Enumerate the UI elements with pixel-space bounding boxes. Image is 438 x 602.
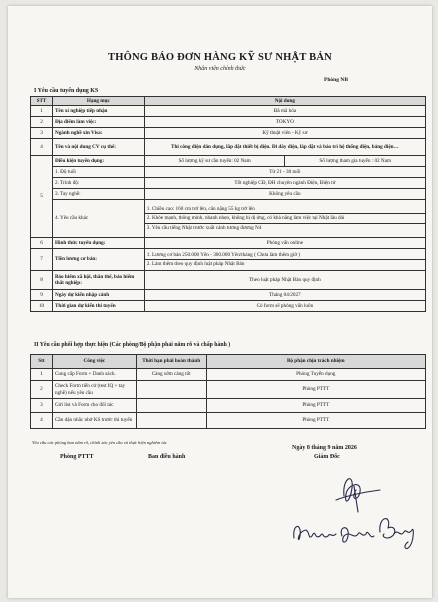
requirements-table: STT Hạng mục Nội dung 1 Tên xí nghiệp tiếp nhận Đã mã hóa 2 Địa điểm làm việc: TOKYO 3 Ngành nghề xin Visa: Kỹ thuật viên - Kỹ sư 4 Tên và nội dung CV cụ thể: Thi công điện dân dụng, lắp đặt thiết bị điện. Đi dây điện, lắp đặt và bảo trì hệ thống điện, bảng điện… 5 Điều kiện tuyển dụng: Số lượng kỹ sư cần tuyển: 02 Nam Số lượng tham gia tuyển : 02 Nam 1. Độ tuổi Từ 21 - 30 tuổi 2. Trình độ: Tốt nghiệp CĐ, ĐH chuyên ngành Điện, Điện tử 3. Tay nghề: Không yêu cầu 4. Yêu cầu khác 1. Chiều cao: 160 cm trở lên, cân nặng 55 kg trở lên 2. Khỏe mạnh, thông minh, nhanh nhẹn, không bị dị ứng, có khả năng làm việc tại Nhật lâu dài 3. Yêu cầu tiếng Nhật trước xuất cảnh tương đương N4 6 Hình thức tuyển dụng: Phỏng vấn online 7 Tiền lương cơ bản: 1. Lương cơ bản 250.000 Yên - 300.000 Yên/tháng ( Chưa làm thêm giờ ) 2. Làm thêm theo quy định luật pháp Nhật Bản 8 Bảo hiểm xã hội, thân thể, bảo hiểm thất nghiệp: Theo luật pháp Nhật Bản quy định 9 Ngày dự kiến nhập cảnh Tháng 04/2027 10 Thời gian dự kiến thi tuyển Có form sẽ phỏng vấn luôn bbox=[30, 96, 426, 312]
signature-label-board: Ban điều hành bbox=[148, 454, 186, 460]
section-2-heading: II Yêu cầu phối hợp thực hiện (Các phòng/Bộ phận phải nắm rõ và chấp hành ) bbox=[34, 342, 231, 348]
coordination-table bbox=[30, 354, 426, 429]
header-stt: STT bbox=[31, 97, 53, 106]
signature-label-director: Giám Đốc bbox=[314, 454, 340, 460]
table-row: 8 Bảo hiểm xã hội, thân thể, bảo hiểm thất nghiệp: Theo luật pháp Nhật Bản quy định bbox=[31, 271, 426, 290]
table-row: 9 Ngày dự kiến nhập cảnh Tháng 04/2027 bbox=[31, 290, 426, 301]
header-task: Công việc bbox=[52, 355, 136, 369]
footer-note: Yêu cầu các phòng ban nắm rõ, chỉnh xác yêu cầu và thực hiện nghiêm túc bbox=[32, 440, 167, 445]
table-row: 4 Cần dặn nhắc nhở KS trước thi tuyển Phòng PTTT bbox=[31, 413, 426, 429]
document-page bbox=[8, 6, 432, 598]
table-row: 5 Điều kiện tuyển dụng: Số lượng kỹ sư cần tuyển: 02 Nam Số lượng tham gia tuyển : 02 Nam bbox=[31, 156, 426, 167]
document-date: Ngày 8 tháng 9 năm 2026 bbox=[292, 445, 357, 451]
table-row: 3 Ngành nghề xin Visa: Kỹ thuật viên - Kỹ sư bbox=[31, 128, 426, 139]
header-stt: Stt bbox=[31, 355, 53, 369]
table-row: 1 Tên xí nghiệp tiếp nhận Đã mã hóa bbox=[31, 106, 426, 117]
table-row: 4 Tên và nội dung CV cụ thể: Thi công điện dân dụng, lắp đặt thiết bị điện. Đi dây điện, lắp đặt và bảo trì hệ thống điện, bảng điện… bbox=[31, 139, 426, 156]
header-item: Hạng mục bbox=[52, 97, 144, 106]
table-row: 2 Địa điểm làm việc: TOKYO bbox=[31, 117, 426, 128]
document-subtitle: Nhân viên chính thức bbox=[194, 66, 246, 72]
signature-label-pttt: Phòng PTTT bbox=[60, 454, 94, 460]
table-row: 2 Check Form tiến cử (test IQ + tay nghề) nếu yêu cầu Phòng PTTT bbox=[31, 381, 426, 399]
table-row: 6 Hình thức tuyển dụng: Phỏng vấn online bbox=[31, 238, 426, 249]
header-dept: Bộ phận chịu trách nhiệm bbox=[206, 355, 425, 369]
handwritten-signature bbox=[284, 466, 424, 566]
header-content: Nội dung bbox=[144, 97, 425, 106]
section-1-heading: I Yêu cầu tuyển dụng KS bbox=[34, 88, 99, 94]
table-row: 7 Tiền lương cơ bản: 1. Lương cơ bản 250.000 Yên - 300.000 Yên/tháng ( Chưa làm thêm giờ ) 2. Làm thêm theo quy định luật pháp Nhật Bản bbox=[31, 249, 426, 271]
header-deadline: Thời hạn phải hoàn thành bbox=[136, 355, 206, 369]
department-label: Phòng NB bbox=[324, 77, 348, 83]
table-row: 3 Gửi list và Form cho đối tác Phòng PTTT bbox=[31, 399, 426, 413]
table-row: 1 Cung cấp Form + Danh sách. Càng sớm càng tốt Phòng Tuyển dụng bbox=[31, 369, 426, 381]
table-row: 10 Thời gian dự kiến thi tuyển Có form sẽ phỏng vấn luôn bbox=[31, 301, 426, 312]
document-title: THÔNG BÁO ĐƠN HÀNG KỸ SƯ NHẬT BẢN bbox=[108, 52, 332, 63]
